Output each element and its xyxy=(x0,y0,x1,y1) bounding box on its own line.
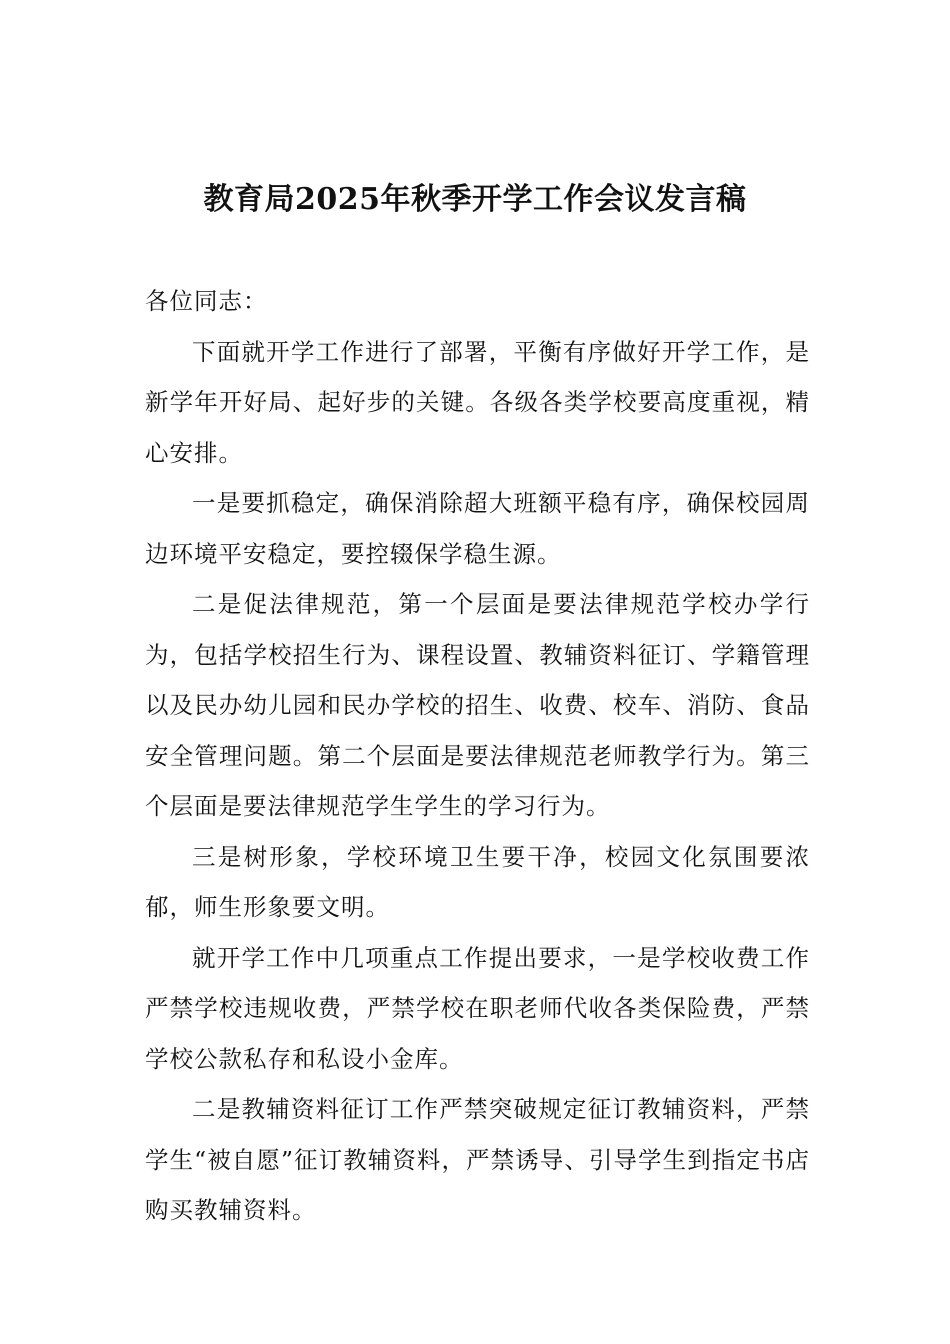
paragraph-fees: 就开学工作中几项重点工作提出要求，一是学校收费工作严禁学校违规收费，严禁学校在职老师代收各类保险费，严禁学校公款私存和私设小金库。 xyxy=(145,943,810,1073)
paragraph-image: 三是树形象，学校环境卫生要干净，校园文化氛围要浓郁，师生形象要文明。 xyxy=(145,842,810,921)
document-title: 教育局2025年秋季开学工作会议发言稿 xyxy=(203,182,747,217)
paragraph-materials: 二是教辅资料征订工作严禁突破规定征订教辅资料，严禁学生“被自愿”征订教辅资料，严禁诱导、引导学生到指定书店购买教辅资料。 xyxy=(145,1095,810,1224)
paragraph-intro: 下面就开学工作进行了部署，平衡有序做好开学工作，是新学年开好局、起好步的关键。各级各类学校要高度重视，精心安排。 xyxy=(145,337,810,467)
document-body xyxy=(145,276,810,1236)
paragraph-stability: 一是要抓稳定，确保消除超大班额平稳有序，确保校园周边环境平安稳定，要控辍保学稳生源。 xyxy=(145,489,810,568)
salutation: 各位同志： xyxy=(145,287,268,315)
paragraph-legal-norms: 二是促法律规范，第一个层面是要法律规范学校办学行为，包括学校招生行为、课程设置、教辅资料征订、学籍管理以及民办幼儿园和民办学校的招生、收费、校车、消防、食品安全管理问题。第二个层面是要法律规范老师教学行为。第三个层面是要法律规范学生学生的学习行为。 xyxy=(145,590,810,820)
